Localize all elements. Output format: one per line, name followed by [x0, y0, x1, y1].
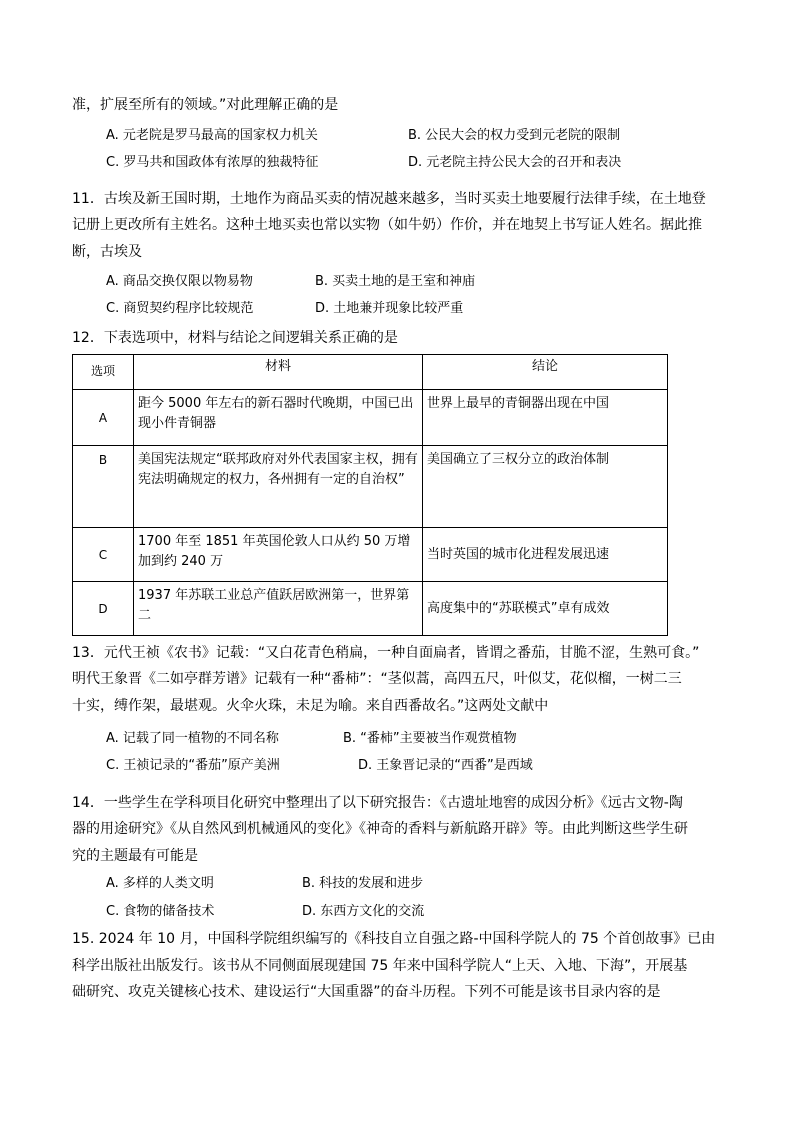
q15-stem-line-2: 科学出版社出版发行。该书从不同侧面展现建国 75 年来中国科学院人“上天、入地、下海”，开展基	[72, 958, 688, 974]
q11-option-a[interactable]: A. 商品交换仅限以物易物	[106, 274, 253, 289]
q12-row-c-option: C	[73, 528, 134, 582]
q14-option-d[interactable]: D. 东西方文化的交流	[302, 904, 425, 919]
q12-row-a-option: A	[73, 390, 134, 446]
q15-stem-line-1: 15. 2024 年 10 月，中国科学院组织编写的《科技自立自强之路-中国科学院人的 75 个首创故事》已由	[72, 931, 716, 947]
q12-row-c-material: 1700 年至 1851 年英国伦敦人口从约 50 万增加到约 240 万	[134, 528, 423, 582]
q12-row-d-option: D	[73, 582, 134, 636]
q12-row-b-material: 美国宪法规定“联邦政府对外代表国家主权，拥有宪法明确规定的权力，各州拥有一定的自治权”	[134, 446, 423, 528]
q11-stem-line-3: 断，古埃及	[72, 244, 142, 260]
q12-header-option: 选项	[73, 355, 134, 390]
q12-header-conclusion: 结论	[423, 355, 668, 390]
q12-table	[72, 354, 668, 636]
q10-option-b[interactable]: B. 公民大会的权力受到元老院的限制	[408, 128, 621, 143]
q12-row-d-material: 1937 年苏联工业总产值跃居欧洲第一，世界第二	[134, 582, 423, 636]
q14-stem-line-2: 器的用途研究》《从自然风到机械通风的变化》《神奇的香料与新航路开辟》等。由此判断这些学生研	[72, 821, 688, 837]
q12-table-header-row	[73, 355, 668, 390]
q13-option-d[interactable]: D. 王象晋记录的“西番”是西域	[358, 758, 533, 773]
q13-option-b[interactable]: B. “番柿”主要被当作观赏植物	[343, 731, 517, 746]
q12-row-c-conclusion: 当时英国的城市化进程发展迅速	[423, 528, 668, 582]
q13-stem-line-2: 明代王象晋《二如亭群芳谱》记载有一种“番柿”：“茎似蒿，高四五尺，叶似艾，花似榴，一树二三	[72, 671, 682, 687]
q14-stem-line-1: 14．一些学生在学科项目化研究中整理出了以下研究报告：《古遗址地窖的成因分析》《远古文物-陶	[72, 795, 683, 811]
q11-stem-line-2: 记册上更改所有主姓名。这种土地买卖也常以实物（如牛奶）作价，并在地契上书写证人姓名。据此推	[72, 217, 702, 233]
q14-option-a[interactable]: A. 多样的人类文明	[106, 876, 214, 891]
q10-option-d[interactable]: D. 元老院主持公民大会的召开和表决	[408, 155, 622, 170]
q12-table-row	[73, 446, 668, 528]
q13-stem-line-1: 13．元代王祯《农书》记载：“又白花青色稍扁，一种自面扁者，皆谓之番茄，甘脆不涩，生熟可食。”	[72, 645, 700, 661]
q12-row-d-conclusion: 高度集中的“苏联模式”卓有成效	[423, 582, 668, 636]
q10-option-a[interactable]: A. 元老院是罗马最高的国家权力机关	[106, 128, 318, 143]
q11-stem-line-1: 11．古埃及新王国时期，土地作为商品买卖的情况越来越多，当时买卖土地要履行法律手续，在土地登	[72, 191, 706, 207]
q12-table-row	[73, 582, 668, 636]
q10-option-c[interactable]: C. 罗马共和国政体有浓厚的独裁特征	[106, 155, 319, 170]
q12-row-b-conclusion: 美国确立了三权分立的政治体制	[423, 446, 668, 528]
q12-row-a-material: 距今 5000 年左右的新石器时代晚期，中国已出现小件青铜器	[134, 390, 423, 446]
q13-stem-line-3: 十实，缚作架，最堪观。火伞火珠，未足为喻。来自西番故名。”这两处文献中	[72, 698, 549, 714]
q12-table-row	[73, 390, 668, 446]
q12-stem: 12．下表选项中，材料与结论之间逻辑关系正确的是	[72, 330, 398, 346]
q11-option-c[interactable]: C. 商贸契约程序比较规范	[106, 301, 254, 316]
q11-option-b[interactable]: B. 买卖土地的是王室和神庙	[315, 274, 476, 289]
q13-option-a[interactable]: A. 记载了同一植物的不同名称	[106, 731, 279, 746]
q14-stem-line-3: 究的主题最有可能是	[72, 848, 198, 864]
q14-option-b[interactable]: B. 科技的发展和进步	[302, 876, 424, 891]
q12-row-b-option: B	[73, 446, 134, 528]
q10-stem-tail: 准，扩展至所有的领域。”对此理解正确的是	[72, 97, 339, 113]
q14-option-c[interactable]: C. 食物的储备技术	[106, 904, 215, 919]
q12-row-a-conclusion: 世界上最早的青铜器出现在中国	[423, 390, 668, 446]
q12-table-row	[73, 528, 668, 582]
q12-header-material: 材料	[134, 355, 423, 390]
q15-stem-line-3: 础研究、攻克关键核心技术、建设运行“大国重器”的奋斗历程。下列不可能是该书目录内容的是	[72, 984, 661, 1000]
q13-option-c[interactable]: C. 王祯记录的“番茄”原产美洲	[106, 758, 280, 773]
q11-option-d[interactable]: D. 土地兼并现象比较严重	[315, 301, 464, 316]
